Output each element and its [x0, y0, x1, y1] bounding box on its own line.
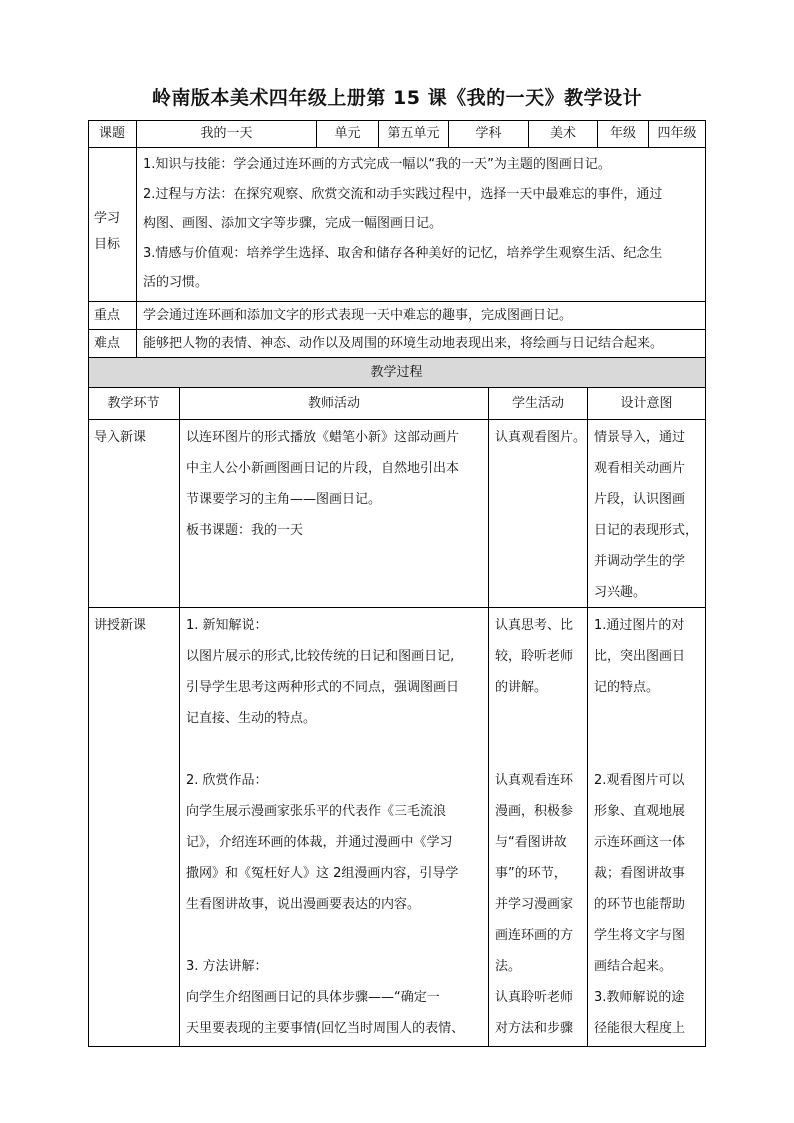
objective-line: 2.过程与方法：在探究观察、欣赏交流和动手实践过程中，选择一天中最难忘的事件，通过	[143, 186, 663, 202]
objective-line: 3.情感与价值观：培养学生选择、取舍和储存各种美好的记忆，培养学生观察生活、纪念生	[143, 245, 663, 261]
column-header-stage: 教学环节	[88, 388, 180, 420]
lesson-plan-table	[88, 120, 706, 1047]
table-row-teacher: 1. 新知解说： 以图片展示的形式,比较传统的日记和图画日记, 引导学生思考这两种形式的不同点，强调图画日 记直接、生动的特点。 2. 欣赏作品： 向学生展示漫画家张乐平的代表作《三毛流浪 记》，介绍连环画的体裁，并通过漫画中《学习 撒网》和《冤枉好人》这 2组漫画内容，引导学 生看图讲故事，说出漫画要表达的内容。 3. 方法讲解： 向学生介绍图画日记的具体步骤——“确定一 天里要表现的主要事情(回忆当时周围人的表情、	[180, 608, 489, 1047]
table-row-student: 认真思考、比 较，聆听老师 的讲解。 认真观看连环 漫画，积极参 与“看图讲故 事”的环节， 并学习漫画家 画连环画的方 法。 认真聆听老师 对方法和步骤	[489, 608, 588, 1047]
objective-line: 1.知识与技能：学会通过连环画的方式完成一幅以“我的一天”为主题的图画日记。	[143, 157, 611, 172]
table-row-stage: 讲授新课	[88, 608, 180, 1047]
key-point-label: 重点	[88, 302, 137, 330]
topic-value: 我的一天	[137, 120, 317, 148]
objectives-label: 学习目标	[88, 148, 137, 302]
column-header-student: 学生活动	[489, 388, 588, 420]
objective-line: 活的习惯。	[143, 275, 209, 290]
grade-value: 四年级	[649, 120, 706, 148]
process-heading: 教学过程	[88, 358, 706, 388]
unit-label: 单元	[317, 120, 379, 148]
subject-label: 学科	[449, 120, 529, 148]
column-header-intent: 设计意图	[588, 388, 706, 420]
table-row-teacher: 以连环图片的形式播放《蜡笔小新》这部动画片 中主人公小新画图画日记的片段，自然地引出本 节课要学习的主角——图画日记。 板书课题：我的一天	[180, 420, 489, 608]
unit-value: 第五单元	[379, 120, 449, 148]
topic-label: 课题	[88, 120, 137, 148]
column-header-teacher: 教师活动	[180, 388, 489, 420]
objective-line: 构图、画图、添加文字等步骤，完成一幅图画日记。	[143, 216, 443, 231]
table-row-intent: 1.通过图片的对 比，突出图画日 记的特点。 2.观看图片可以 形象、直观地展 示连环画这一体 裁；看图讲故事 的环节也能帮助 学生将文字与图 画结合起来。 3.教师解说的途 径能很大程度上	[588, 608, 706, 1047]
grade-label: 年级	[598, 120, 649, 148]
objectives-content	[137, 148, 706, 302]
table-row-student: 认真观看图片。	[489, 420, 588, 608]
difficulty-text: 能够把人物的表情、神态、动作以及周围的环境生动地表现出来，将绘画与日记结合起来。	[137, 330, 706, 358]
key-point-text: 学会通过连环画和添加文字的形式表现一天中难忘的趣事，完成图画日记。	[137, 302, 706, 330]
page-title: 岭南版本美术四年级上册第 15 课《我的一天》教学设计	[151, 87, 643, 109]
table-row-intent: 情景导入，通过 观看相关动画片 片段，认识图画 日记的表现形式， 并调动学生的学 习兴趣。	[588, 420, 706, 608]
table-row-stage: 导入新课	[88, 420, 180, 608]
difficulty-label: 难点	[88, 330, 137, 358]
subject-value: 美术	[529, 120, 598, 148]
